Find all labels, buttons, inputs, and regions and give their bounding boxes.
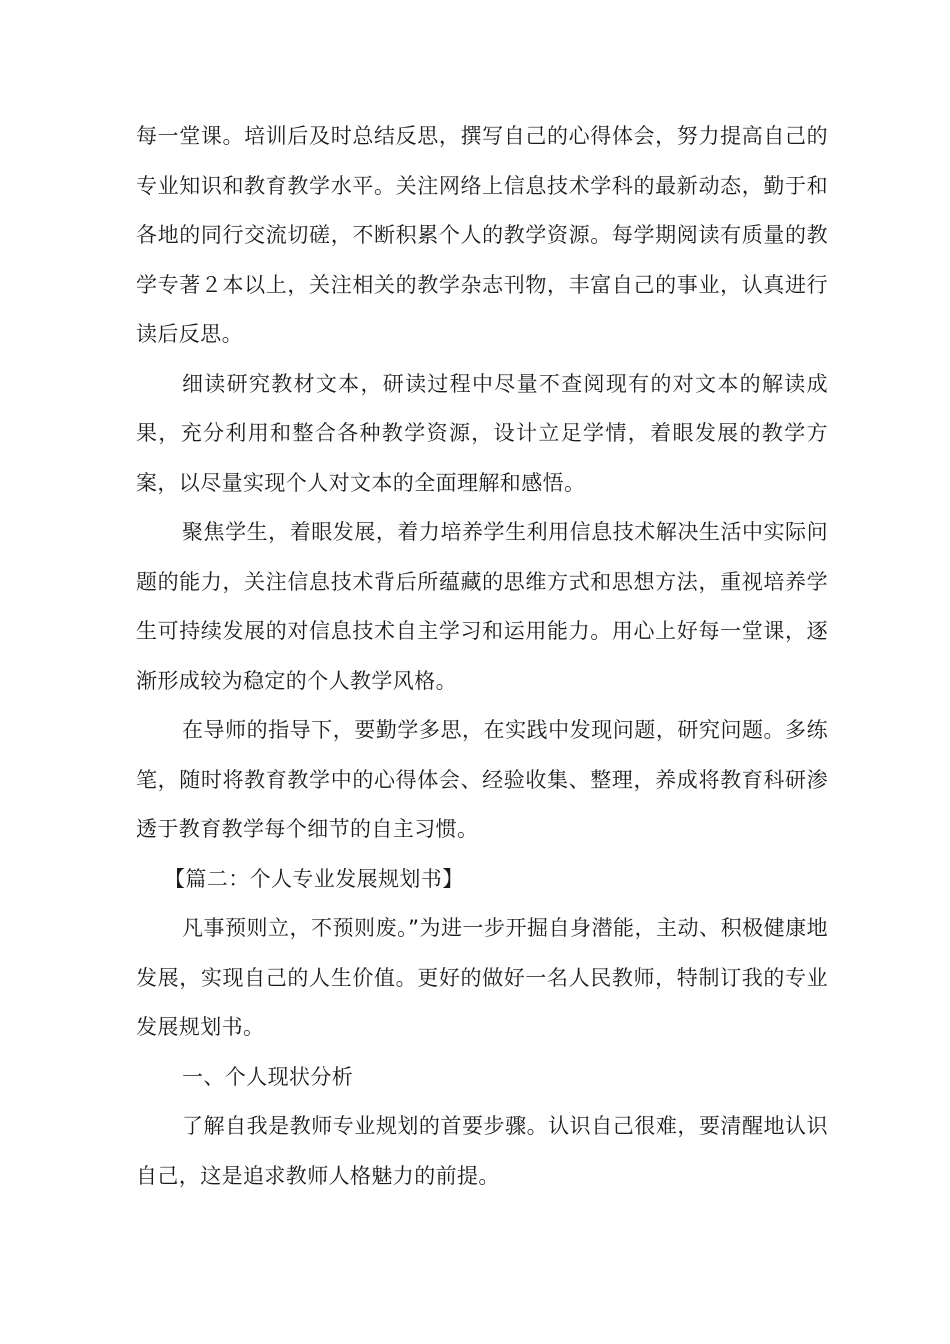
paragraph-self-knowledge: 了解自我是教师专业规划的首要步骤。认识自己很难，要清醒地认识自己，这是追求教师人格魅力的前提。	[136, 1114, 828, 1188]
document-page	[136, 112, 828, 1201]
section-title: 【篇二：个人专业发展规划书】	[164, 866, 464, 891]
paragraph-student-focus: 聚焦学生，着眼发展，着力培养学生利用信息技术解决生活中实际问题的能力，关注信息技术背后所蕴藏的思维方式和思想方法，重视培养学生可持续发展的对信息技术自主学习和运用能力。用心上好每一堂课，逐渐形成较为稳定的个人教学风格。	[136, 520, 828, 693]
subheading-status-analysis: 一、个人现状分析	[182, 1064, 354, 1089]
paragraph-text-study: 细读研究教材文本，研读过程中尽量不查阅现有的对文本的解读成果，充分利用和整合各种教学资源，设计立足学情，着眼发展的教学方案，以尽量实现个人对文本的全面理解和感悟。	[136, 371, 828, 495]
paragraph-intro: 凡事预则立，不预则废。”为进一步开掘自身潜能，主动、积极健康地发展，实现自己的人生价值。更好的做好一名人民教师，特制订我的专业发展规划书。	[136, 916, 828, 1039]
paragraph-training-reflection: 每一堂课。培训后及时总结反思，撰写自己的心得体会，努力提高自己的专业知识和教育教学水平。关注网络上信息技术学科的最新动态，勤于和各地的同行交流切磋，不断积累个人的教学资源。每学期阅读有质量的教学专著２本以上，关注相关的教学杂志刊物，丰富自己的事业，认真进行读后反思。	[136, 124, 828, 346]
paragraph-mentor-guidance: 在导师的指导下，要勤学多思，在实践中发现问题，研究问题。多练笔，随时将教育教学中的心得体会、经验收集、整理，养成将教育科研渗透于教育教学每个细节的自主习惯。	[136, 718, 828, 841]
